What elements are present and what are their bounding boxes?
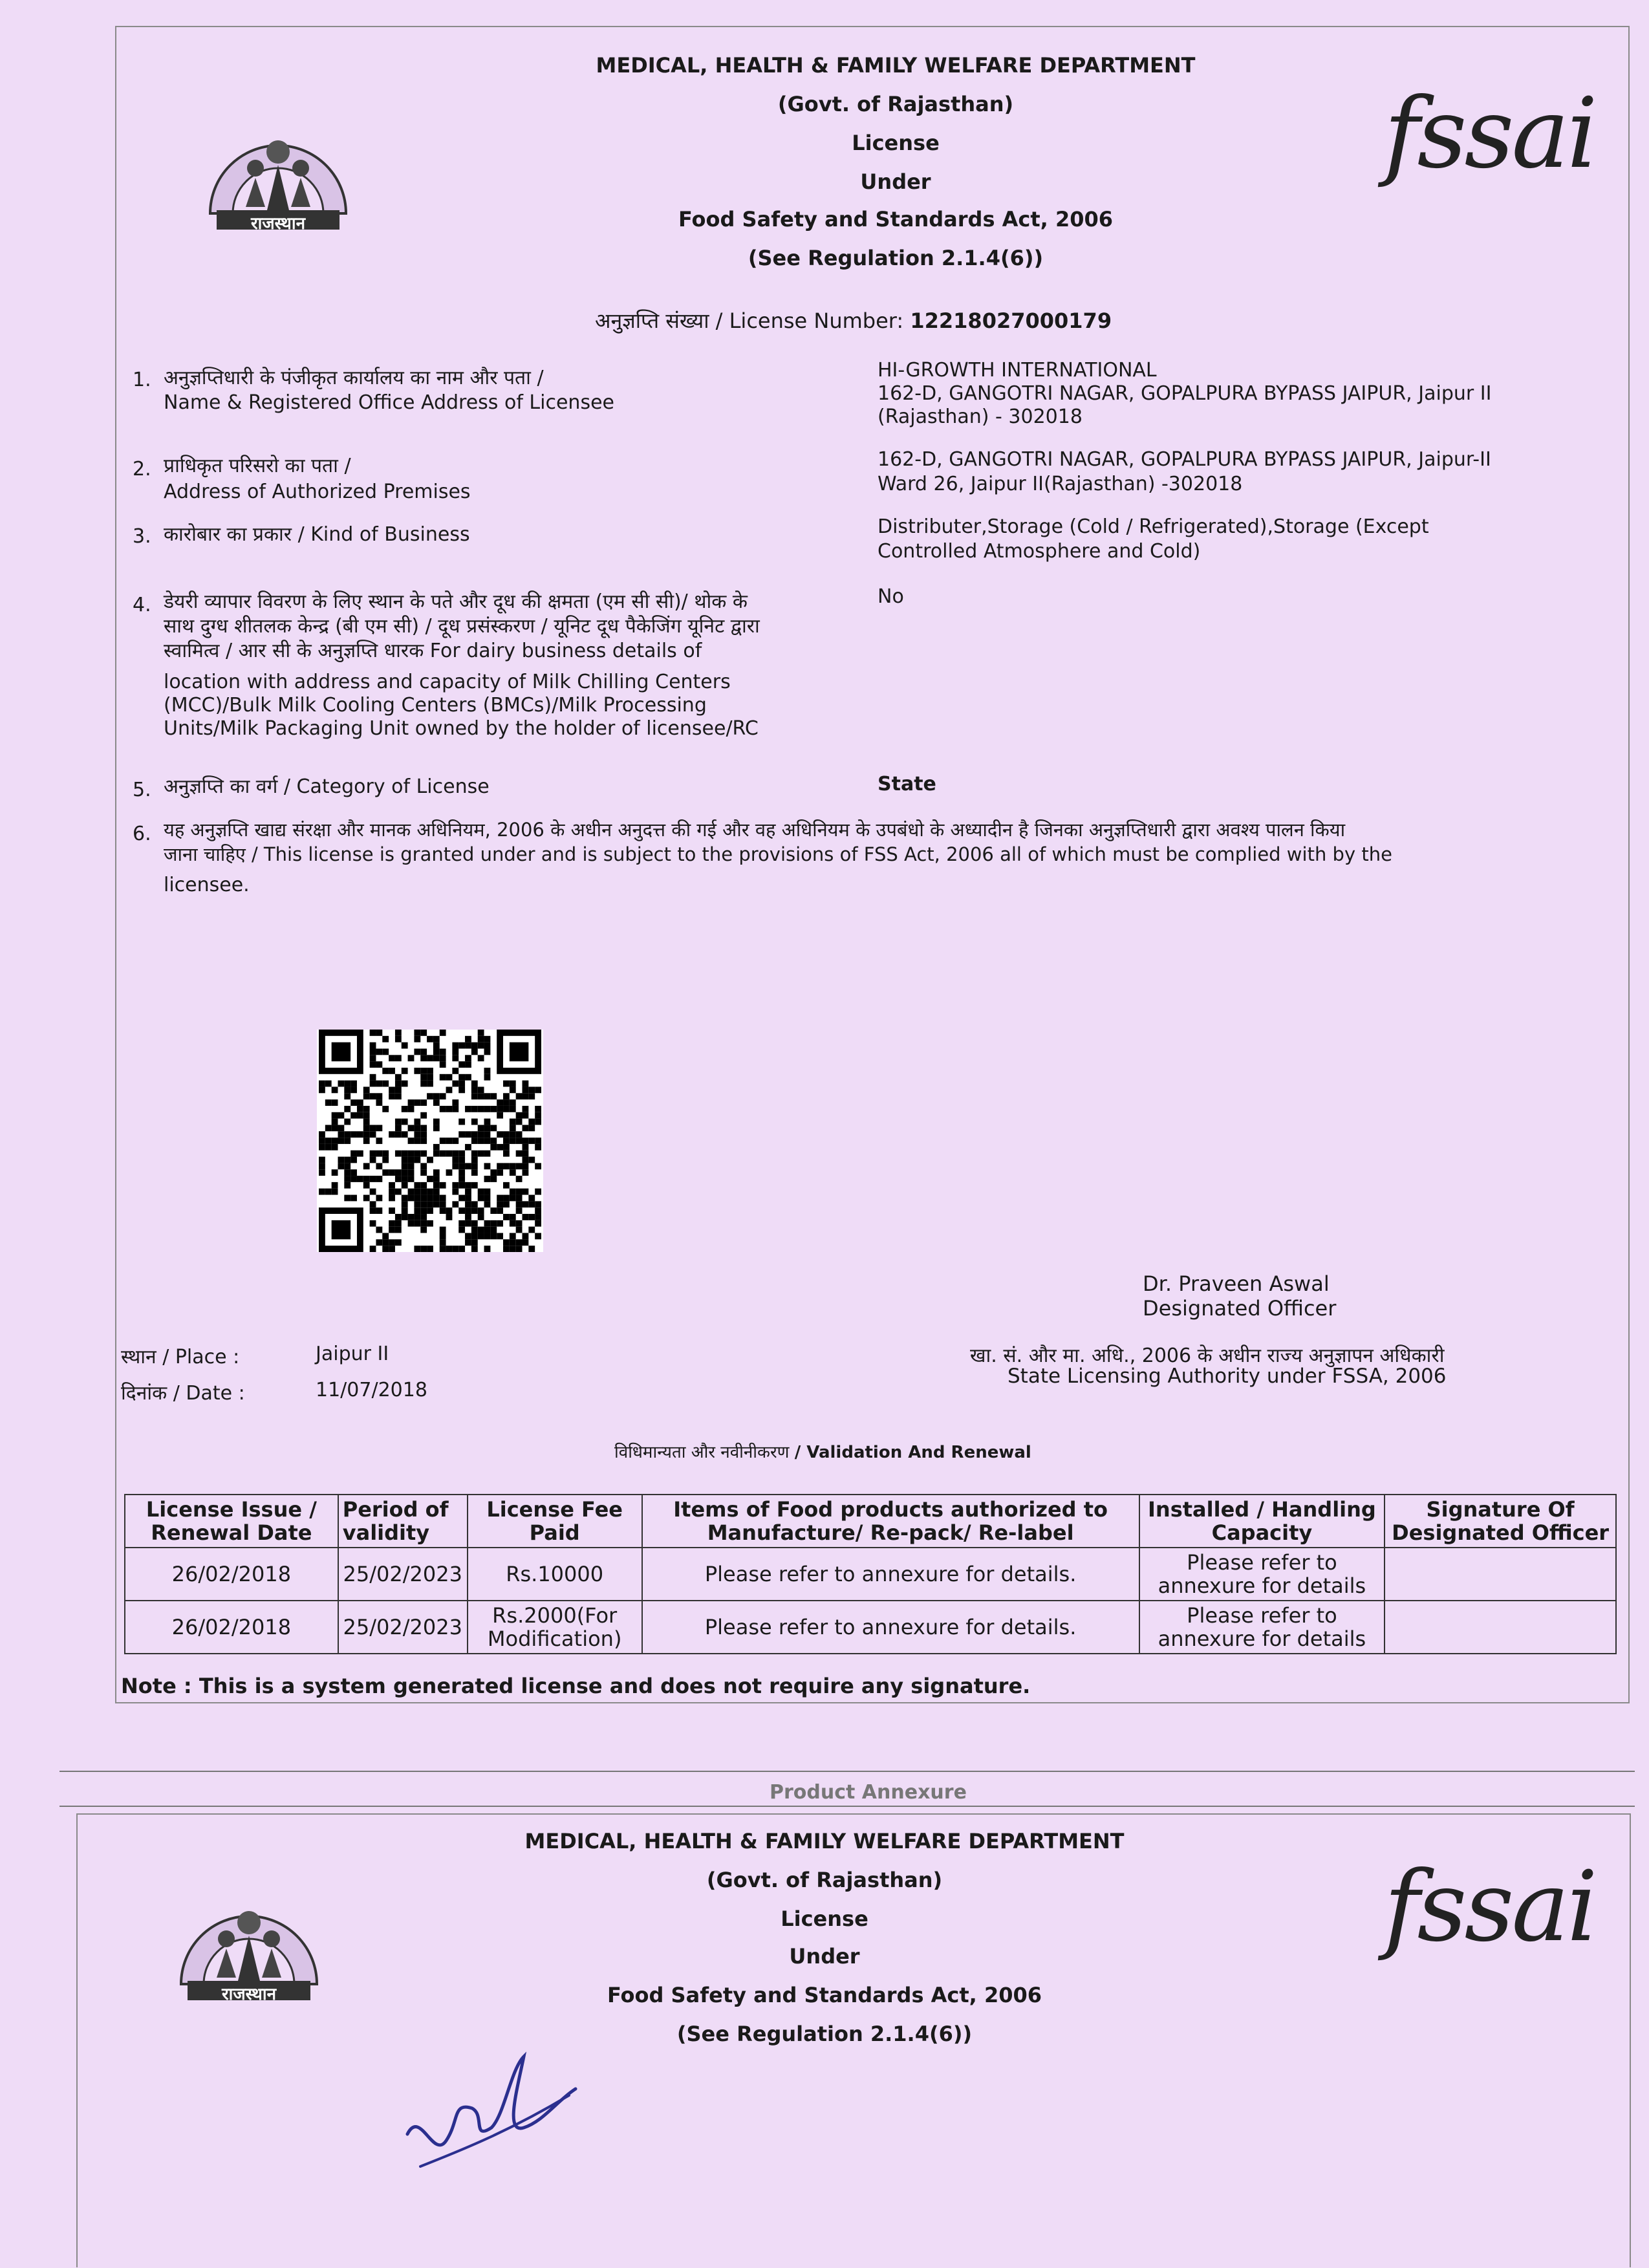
fssai-logo: fssai <box>1384 78 1595 190</box>
item-1-label-hi: अनुज्ञप्तिधारी के पंजीकृत कार्यालय का नाम और पता / <box>164 367 544 389</box>
authority-hi: खा. सं. और मा. अधि., 2006 के अधीन राज्य अनुज्ञापन अधिकारी <box>970 1345 1445 1367</box>
license-number-label: अनुज्ञप्ति संख्या / License Number: <box>595 308 904 333</box>
cell-issue-date: 26/02/2018 <box>125 1601 338 1654</box>
item-6-line-1: यह अनुज्ञप्ति खाद्य संरक्षा और मानक अधिनियम, 2006 के अधीन अनुदत्त की गई और वह अधिनियम के उपबंधो के अध्यादीन है जिनका अनुज्ञप्तिधारी द्वारा अवश्य पालन किया <box>164 819 1346 841</box>
col-fee: License Fee Paid <box>468 1495 642 1548</box>
item-1-label-en: Name & Registered Office Address of Licensee <box>164 391 614 414</box>
under-title-2: Under <box>789 1944 860 1969</box>
item-3-label: कारोबार का प्रकार / Kind of Business <box>164 523 470 546</box>
license-title-2: License <box>781 1906 868 1931</box>
item-6-line-3: licensee. <box>164 874 250 896</box>
authority-en: State Licensing Authority under FSSA, 2006 <box>1008 1365 1447 1388</box>
separator-line-2 <box>59 1806 1635 1807</box>
regulation-title-2: (See Regulation 2.1.4(6)) <box>676 2022 973 2046</box>
cell-fee: Rs.10000 <box>468 1548 642 1601</box>
cell-issue-date: 26/02/2018 <box>125 1548 338 1601</box>
col-capacity: Installed / Handling Capacity <box>1139 1495 1385 1548</box>
signatory-title: Designated Officer <box>1143 1296 1337 1321</box>
col-items: Items of Food products authorized to Manufacture/ Re-pack/ Re-label <box>642 1495 1139 1548</box>
item-4-label-4: location with address and capacity of Milk Chilling Centers <box>164 671 731 693</box>
item-2-number: 2. <box>133 458 151 481</box>
govt-title-2: (Govt. of Rajasthan) <box>706 1868 943 1892</box>
dept-title-2: MEDICAL, HEALTH & FAMILY WELFARE DEPARTMENT <box>524 1829 1125 1853</box>
cell-period: 25/02/2023 <box>338 1601 468 1654</box>
item-4-value: No <box>878 585 904 608</box>
rajasthan-logo-text: राजस्थान <box>221 1985 277 2004</box>
item-4-label-1: डेयरी व्यापार विवरण के लिए स्थान के पते और दूध की क्षमता (एम सी सी)/ थोक के <box>164 590 748 613</box>
annexure-label: Product Annexure <box>770 1781 967 1804</box>
cell-period: 25/02/2023 <box>338 1548 468 1601</box>
regulation-title: (See Regulation 2.1.4(6)) <box>748 246 1044 270</box>
system-note: Note : This is a system generated license and does not require any signature. <box>121 1674 1031 1698</box>
table-header-row <box>125 1495 1616 1548</box>
item-5-label: अनुज्ञप्ति का वर्ग / Category of License <box>164 775 490 798</box>
col-issue-date: License Issue / Renewal Date <box>125 1495 338 1548</box>
item-2-label-hi: प्राधिकृत परिसरो का पता / <box>164 455 351 477</box>
item-4-label-2: साथ दुग्ध शीतलक केन्द्र (बी एम सी) / दूध प्रसंस्करण / यूनिट दूध पैकेजिंग यूनिट द्वारा <box>164 615 760 638</box>
table-row <box>125 1601 1616 1654</box>
separator-line <box>59 1771 1635 1772</box>
cell-capacity: Please refer to annexure for details <box>1139 1548 1385 1601</box>
qr-code[interactable] <box>317 1030 543 1252</box>
validation-title-hi: विधिमान्यता और नवीनीकरण <box>614 1443 790 1462</box>
item-5-number: 5. <box>133 779 151 801</box>
table-row <box>125 1548 1616 1601</box>
col-period: Period of validity <box>338 1495 468 1548</box>
signatory-name: Dr. Praveen Aswal <box>1143 1271 1330 1296</box>
rajasthan-logo-text: राजस्थान <box>250 214 306 233</box>
item-1-value-2: 162-D, GANGOTRI NAGAR, GOPALPURA BYPASS JAIPUR, Jaipur II <box>878 382 1492 405</box>
item-3-value-1: Distributer,Storage (Cold / Refrigerated),Storage (Except <box>878 515 1429 538</box>
item-4-number: 4. <box>133 594 151 616</box>
cell-signature <box>1385 1548 1616 1601</box>
govt-title: (Govt. of Rajasthan) <box>777 92 1014 116</box>
act-title-2: Food Safety and Standards Act, 2006 <box>607 1983 1042 2007</box>
item-1-number: 1. <box>133 369 151 391</box>
validation-title <box>614 1440 1031 1463</box>
fssai-logo: fssai <box>1384 1851 1595 1963</box>
license-number-row <box>595 307 1112 334</box>
item-6-line-2: जाना चाहिए / This license is granted under and is subject to the provisions of FSS Act, 2006 all of which must be complied with by the <box>164 843 1392 865</box>
cell-items: Please refer to annexure for details. <box>642 1548 1139 1601</box>
item-2-value-1: 162-D, GANGOTRI NAGAR, GOPALPURA BYPASS JAIPUR, Jaipur-II <box>878 448 1491 471</box>
item-2-value-2: Ward 26, Jaipur II(Rajasthan) -302018 <box>878 473 1243 495</box>
item-4-label-3: स्वामित्व / आर सी के अनुज्ञप्ति धारक For dairy business details of <box>164 640 702 662</box>
item-6-number: 6. <box>133 823 151 845</box>
date-value: 11/07/2018 <box>316 1379 427 1401</box>
item-1-value-1: HI-GROWTH INTERNATIONAL <box>878 359 1157 382</box>
validation-table <box>124 1494 1617 1654</box>
item-3-number: 3. <box>133 525 151 548</box>
place-label: स्थान / Place : <box>121 1346 240 1368</box>
license-title: License <box>852 131 940 155</box>
cell-items: Please refer to annexure for details. <box>642 1601 1139 1654</box>
cell-capacity: Please refer to annexure for details <box>1139 1601 1385 1654</box>
item-2-label-en: Address of Authorized Premises <box>164 481 471 503</box>
under-title: Under <box>860 169 931 194</box>
act-title: Food Safety and Standards Act, 2006 <box>678 207 1114 232</box>
place-value: Jaipur II <box>316 1343 389 1365</box>
handwritten-signature <box>394 2031 588 2173</box>
cell-fee: Rs.2000(For Modification) <box>468 1601 642 1654</box>
validation-title-en: / Validation And Renewal <box>794 1443 1031 1462</box>
license-number-value: 12218027000179 <box>910 308 1112 333</box>
item-1-value-3: (Rajasthan) - 302018 <box>878 405 1083 428</box>
col-signature: Signature Of Designated Officer <box>1385 1495 1616 1548</box>
item-5-value: State <box>878 773 936 795</box>
item-4-label-5: (MCC)/Bulk Milk Cooling Centers (BMCs)/Milk Processing <box>164 694 707 717</box>
cell-signature <box>1385 1601 1616 1654</box>
date-label: दिनांक / Date : <box>121 1382 245 1405</box>
item-4-label-6: Units/Milk Packaging Unit owned by the holder of licensee/RC <box>164 717 759 740</box>
dept-title: MEDICAL, HEALTH & FAMILY WELFARE DEPARTMENT <box>596 53 1196 78</box>
item-3-value-2: Controlled Atmosphere and Cold) <box>878 540 1201 563</box>
